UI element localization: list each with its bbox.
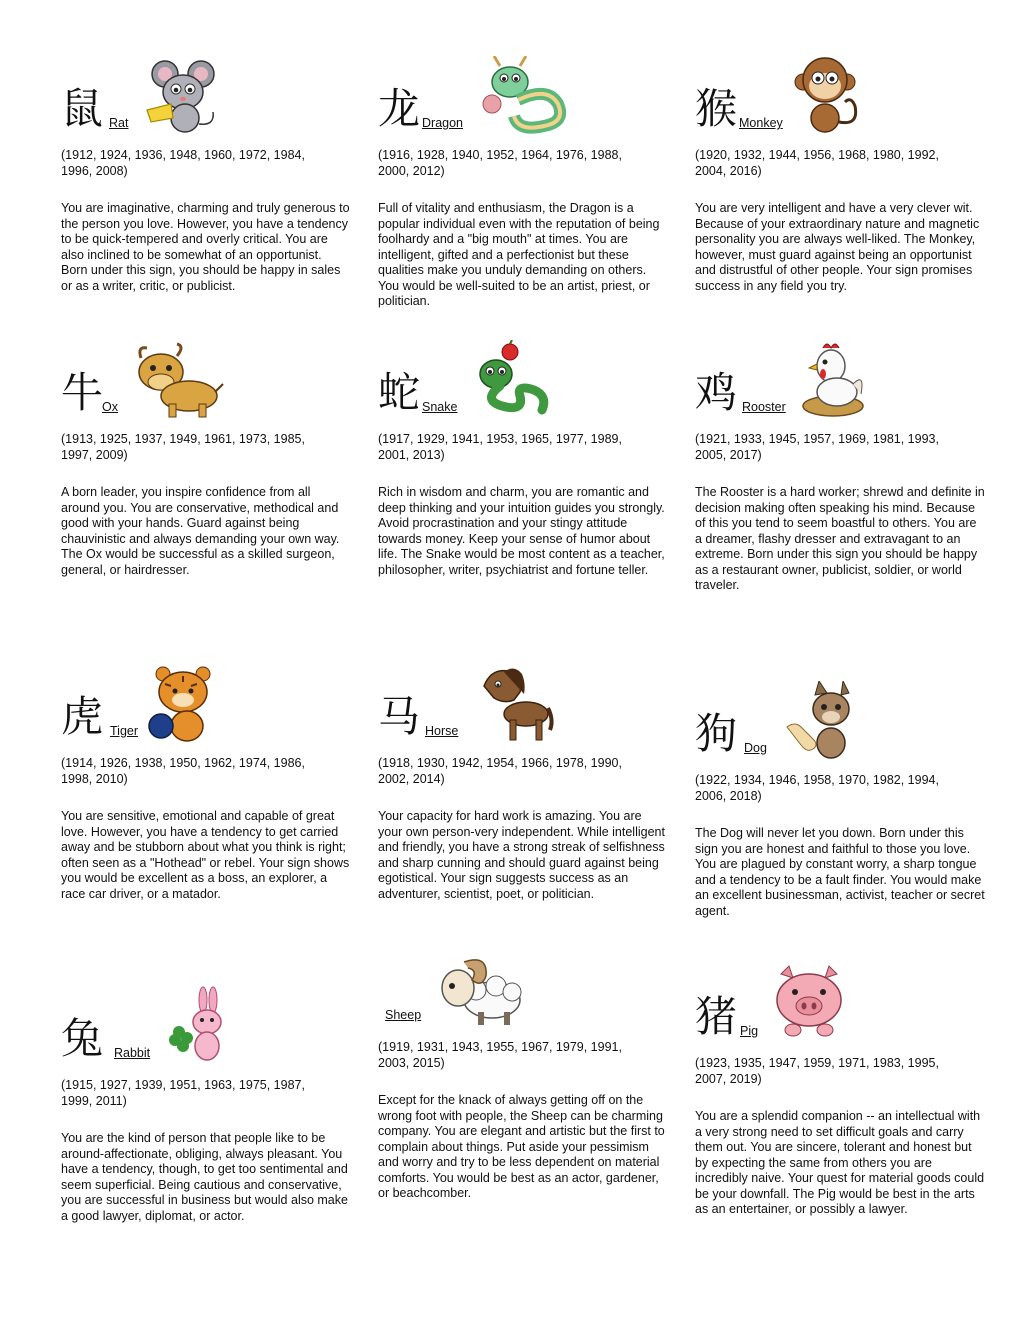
description-dog: The Dog will never let you down. Born under this sign you are honest and faithful to those you love. You are plagued by constant worry, a sharp tongue and a tendency to be a fault finder. You would make an excellent businessman, activist, teacher or secret agent.	[695, 826, 985, 918]
hanzi-monkey: 猴	[695, 84, 738, 133]
sheep-icon	[434, 948, 526, 1028]
dog-icon	[781, 681, 861, 761]
sign-name-pig: Pig	[740, 1024, 759, 1038]
years-rooster: (1921, 1933, 1945, 1957, 1969, 1981, 1993, 2005, 2017)	[695, 432, 939, 462]
sign-name-rabbit: Rabbit	[114, 1046, 151, 1060]
hanzi-rooster: 鸡	[695, 368, 738, 417]
dragon-icon	[478, 56, 574, 136]
sign-card-pig	[695, 964, 985, 1218]
hanzi-horse: 马	[378, 692, 421, 741]
sign-name-rat: Rat	[109, 116, 129, 130]
years-rabbit: (1915, 1927, 1939, 1951, 1963, 1975, 1987, 1999, 2011)	[61, 1078, 305, 1108]
description-sheep: Except for the knack of always getting off on the wrong foot with people, the Sheep can be charming company. You are elegant and artistic but the first to complain about things. Put aside your pessimism and worry and try to be less dependent on material comforts. You would be best as an actor, gardener, or beachcomber.	[378, 1093, 665, 1200]
sign-name-tiger: Tiger	[110, 724, 139, 738]
hanzi-dragon: 龙	[378, 84, 421, 133]
description-ox: A born leader, you inspire confidence from all around you. You are conservative, methodical and good with your hands. Guard against being chauvinistic and always demanding your own way. The Ox would be successful as a skilled surgeon, general, or hairdresser.	[61, 485, 340, 577]
rat-icon	[143, 56, 223, 136]
sign-card-sheep	[378, 948, 668, 1202]
description-snake: Rich in wisdom and charm, you are romantic and deep thinking and your intuition guides you strongly. Avoid procrastination and your stingy attitude towards money. Keep your sense of humor about life. The Snake would be most content as a teacher, philosopher, writer, psychiatrist and fortune teller.	[378, 485, 665, 577]
sign-card-ox	[61, 340, 351, 578]
sign-card-monkey	[695, 56, 985, 294]
ox-icon	[133, 340, 225, 420]
years-ox: (1913, 1925, 1937, 1949, 1961, 1973, 1985, 1997, 2009)	[61, 432, 305, 462]
snake-icon	[472, 340, 552, 420]
sign-card-snake	[378, 340, 668, 578]
years-tiger: (1914, 1926, 1938, 1950, 1962, 1974, 1986, 1998, 2010)	[61, 756, 305, 786]
hanzi-dog: 狗	[695, 709, 738, 758]
tiger-icon	[147, 664, 227, 744]
hanzi-tiger: 虎	[61, 692, 104, 741]
monkey-icon	[793, 56, 873, 136]
years-horse: (1918, 1930, 1942, 1954, 1966, 1978, 1990, 2002, 2014)	[378, 756, 622, 786]
years-sheep: (1919, 1931, 1943, 1955, 1967, 1979, 1991, 2003, 2015)	[378, 1040, 622, 1070]
sign-name-dragon: Dragon	[422, 116, 463, 130]
sign-card-rooster	[695, 340, 985, 594]
years-monkey: (1920, 1932, 1944, 1956, 1968, 1980, 1992, 2004, 2016)	[695, 148, 939, 178]
hanzi-rabbit: 兔	[61, 1014, 104, 1063]
description-horse: Your capacity for hard work is amazing. You are your own person-very independent. While intelligent and friendly, you have a strong streak of selfishness and sharp cunning and should guard against being egotistical. Your sign suggests success as an adventurer, scientist, poet, or politician.	[378, 809, 665, 901]
sign-card-dragon	[378, 56, 668, 310]
description-rooster: The Rooster is a hard worker; shrewd and definite in decision making often speaking his mind. Because of this you tend to seem boastful to others. You are a dreamer, flashy dresser and extravagant to an extreme. Born under this sign you should be happy as a restaurant owner, publicist, soldier, or world traveler.	[695, 485, 985, 592]
sign-card-rat	[61, 56, 351, 294]
sign-name-horse: Horse	[425, 724, 459, 738]
pig-icon	[769, 964, 849, 1044]
sign-name-dog: Dog	[744, 741, 767, 755]
description-dragon: Full of vitality and enthusiasm, the Dragon is a popular individual even with the reputation of being foolhardy and a "big mouth" at times. You are intelligent, gifted and a perfectionist but these qualities make you unduly demanding on others. You would be well-suited to be an artist, priest, or politician.	[378, 201, 660, 308]
sign-card-horse	[378, 664, 668, 902]
years-dog: (1922, 1934, 1946, 1958, 1970, 1982, 1994, 2006, 2018)	[695, 773, 939, 803]
years-rat: (1912, 1924, 1936, 1948, 1960, 1972, 1984, 1996, 2008)	[61, 148, 305, 178]
years-pig: (1923, 1935, 1947, 1959, 1971, 1983, 1995, 2007, 2019)	[695, 1056, 939, 1086]
sign-card-tiger	[61, 664, 351, 902]
hanzi-ox: 牛	[61, 368, 104, 417]
rooster-icon	[801, 340, 881, 420]
years-dragon: (1916, 1928, 1940, 1952, 1964, 1976, 1988, 2000, 2012)	[378, 148, 622, 178]
description-rat: You are imaginative, charming and truly generous to the person you love. However, you have a tendency to be quick-tempered and overly critical. You are also inclined to be somewhat of an opportunist. Born under this sign, you should be happy in sales or as a writer, critic, or publicist.	[61, 201, 350, 293]
description-rabbit: You are the kind of person that people like to be around-affectionate, obliging, always pleasant. You have a tendency, though, to get too sentimental and seem superficial. Being cautious and conservative, you are successful in business but would also make a good lawyer, diplomat, or actor.	[61, 1131, 348, 1223]
description-tiger: You are sensitive, emotional and capable of great love. However, you have a tendency to get carried away and be stubborn about what you think is right; often seen as a "Hothead" or rebel. Your sign shows you would be excellent as a boss, an explorer, a race car driver, or a matador.	[61, 809, 350, 901]
description-pig: You are a splendid companion -- an intellectual with a very strong need to set difficult goals and carry them out. You are sincere, tolerant and honest but by expecting the same from others you are incredibly naive. Your quest for material goods could be your downfall. The Pig would be best in the arts as an entertainer, or possibly a lawyer.	[695, 1109, 985, 1216]
sign-name-ox: Ox	[102, 400, 118, 414]
horse-icon	[474, 664, 554, 744]
hanzi-rat: 鼠	[61, 84, 104, 133]
hanzi-pig: 猪	[695, 992, 738, 1041]
rabbit-icon	[165, 986, 229, 1066]
sign-card-dog	[695, 681, 985, 919]
sign-name-snake: Snake	[422, 400, 458, 414]
sign-name-monkey: Monkey	[739, 116, 783, 130]
hanzi-snake: 蛇	[378, 368, 421, 417]
description-monkey: You are very intelligent and have a very clever wit. Because of your extraordinary nature and magnetic personality you are always well-liked. The Monkey, however, must guard against being an opportunist and distrustful of other people. Your sign promises success in any field you try.	[695, 201, 980, 293]
years-snake: (1917, 1929, 1941, 1953, 1965, 1977, 1989, 2001, 2013)	[378, 432, 622, 462]
sign-name-rooster: Rooster	[742, 400, 786, 414]
sign-card-rabbit	[61, 986, 351, 1224]
sign-name-sheep: Sheep	[385, 1008, 422, 1022]
